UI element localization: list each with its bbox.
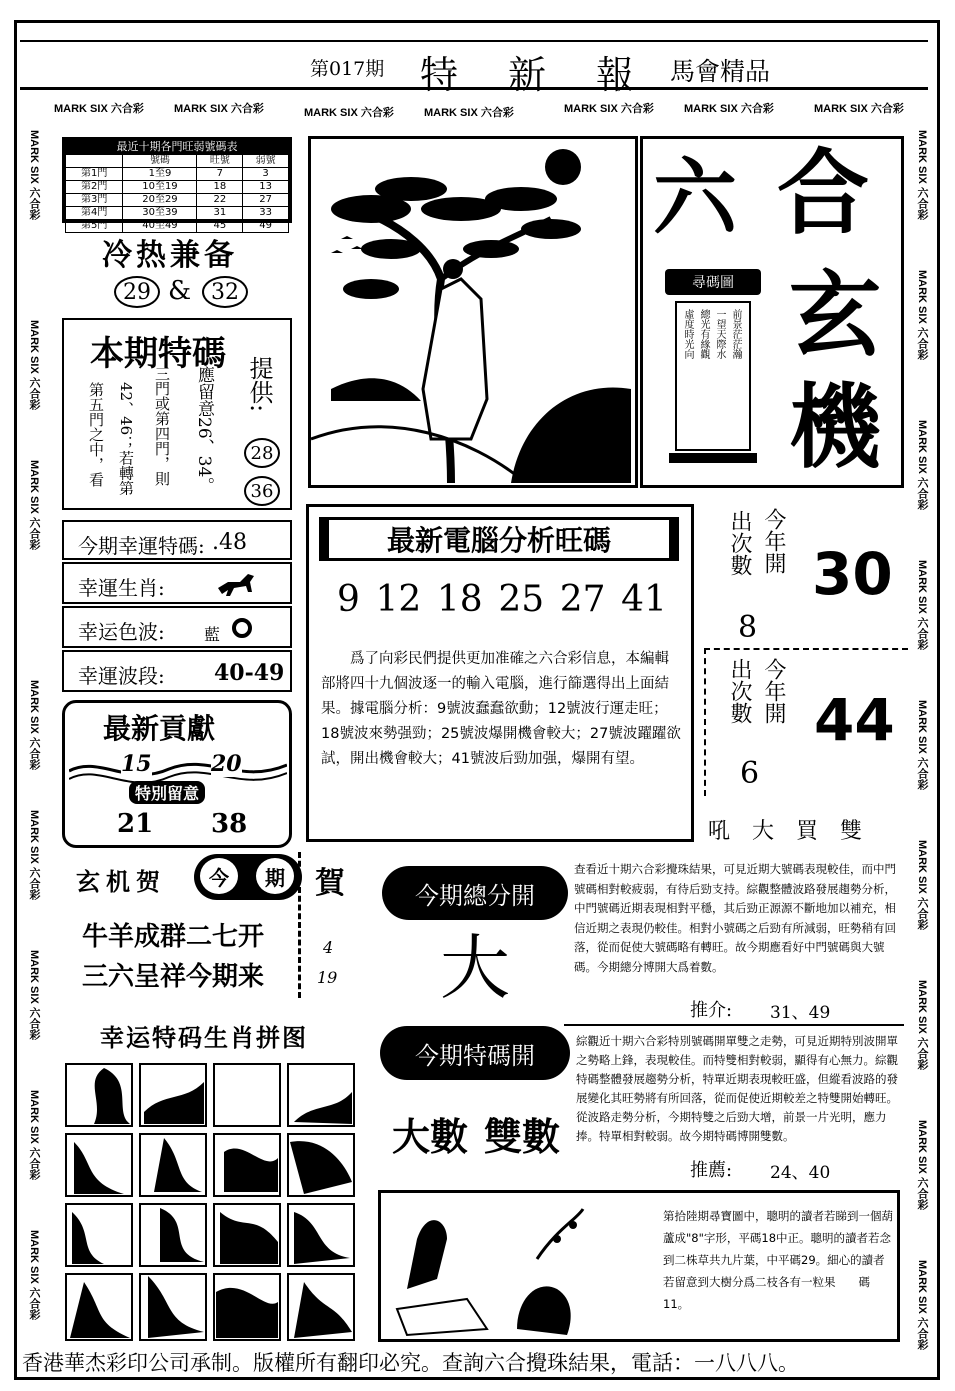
special-open-value-2: 雙數 [484, 1115, 561, 1159]
ampersand: & [168, 276, 192, 306]
table-cell: 13 [243, 181, 289, 194]
data-table [65, 154, 289, 233]
special-text-col1: 第五門之中，看 [87, 382, 105, 487]
scroll-line-3: 總光有緣觀 [698, 309, 709, 359]
main-title-char-3: 玄 [789, 261, 882, 369]
provide-number-2: 36 [244, 476, 280, 506]
side-char: 賀 [315, 866, 345, 901]
watermark: MARK SIX 六合彩 [28, 950, 40, 1040]
table-header: 弱號 [243, 155, 289, 168]
xuanji-box [58, 852, 308, 998]
lucky-special-row [62, 520, 292, 560]
xuanji-line-1: 牛羊成群二七开 [82, 922, 265, 952]
lucky-zodiac-row [62, 562, 292, 604]
watermark: MARK SIX 六合彩 [916, 270, 928, 360]
table-cell: 第2門 [66, 181, 123, 194]
newspaper-subtitle: 馬會精品 [670, 57, 771, 86]
table-row [66, 168, 289, 181]
big-double-paragraph: 查看近十期六合彩攪珠結果，可見近期大號碼表現較佳，而中門號碼相對較疲弱，有待后勁支持。綜觀整體波路發展趨勢分析，中門號碼近期表現相對平穩，其后勁正源源不斷地加以補充，相信近期之表現仍較佳。相對小號碼之后勁有所減弱，旺勢稍有回落，從而促使大號碼略有轉旺。故今期應看好中門號碼與大號碼。今期總分博開大爲着數。 [574, 862, 896, 974]
year-stat-number: 30 [812, 540, 893, 608]
big-double-rec-value: 31、49 [770, 1003, 831, 1023]
scroll-line-1: 前景茫茫瀚 [730, 309, 741, 359]
big-double-title: 吼 大 買 雙 [708, 819, 863, 844]
lucky-band-value: 40-49 [214, 660, 285, 686]
table-cell: 27 [243, 194, 289, 207]
table-cell: 20至29 [123, 194, 197, 207]
circle-icon [232, 618, 252, 638]
big-double-box [564, 800, 904, 1024]
contribution-num-4: 38 [211, 809, 248, 839]
watermark: MARK SIX 六合彩 [916, 1260, 928, 1350]
main-title-char-4: 機 [789, 373, 882, 481]
watermark: MARK SIX 六合彩 [54, 103, 144, 115]
lucky-special-label: 今期幸運特碼: [78, 534, 205, 558]
badge-char-2: 期 [256, 858, 294, 894]
hot-number-2: 32 [202, 276, 248, 308]
watermark: MARK SIX 六合彩 [28, 460, 40, 550]
special-text-col2: 42、46；若轉第 [117, 382, 135, 496]
watermark: MARK SIX 六合彩 [28, 320, 40, 410]
hot-cold-box [62, 228, 292, 316]
contribution-note: 特別留意 [129, 781, 205, 804]
lucky-number: 27 [559, 579, 606, 620]
watermark-strip-right [912, 120, 934, 1350]
side-numbers [298, 852, 350, 998]
special-open-label: 今期特碼開 [380, 1026, 570, 1080]
special-open-value-1: 大數 [392, 1115, 469, 1159]
scroll-plaque [655, 269, 775, 469]
year-stat-label-2: 出次數 [727, 658, 752, 724]
lucky-band-row [62, 650, 292, 692]
table-cell: 第4門 [66, 207, 123, 220]
watermark: MARK SIX 六合彩 [564, 103, 654, 115]
computer-title-text: 最新電腦分析旺碼 [386, 524, 611, 557]
footer-text: 香港華杰彩印公司承制。版權所有翻印必究。查詢六合攪珠結果，電話：一八八八。 [22, 1351, 799, 1375]
watermark: MARK SIX 六合彩 [304, 107, 394, 119]
computer-title [319, 517, 679, 561]
main-title-box [640, 136, 904, 488]
lucky-number: 18 [436, 579, 483, 620]
special-text-col4: 應留意26、34。 [194, 366, 214, 495]
table-row [66, 207, 289, 220]
header-bar [20, 40, 928, 97]
issue-number: 第017期 [310, 58, 385, 80]
xuanji-line-2: 三六呈祥今期来 [82, 962, 265, 992]
lucky-number: 9 [337, 579, 360, 620]
table-header: 號碼 [123, 155, 197, 168]
watermark: MARK SIX 六合彩 [28, 680, 40, 770]
watermark: MARK SIX 六合彩 [684, 103, 774, 115]
computer-paragraph: 爲了向彩民們提供更加准確之六合彩信息，本編輯部將四十九個波逐一的輸入電腦，進行篩選得出上面結果。據電腦分析：9號波蠢蠢欲動；12號波行運走旺；18號波來勢强勁；25號波爆開機會較大；27號波躍躍欲試，開出機會較大；41號波后勁加强，爆開有望。 [321, 651, 681, 767]
table-title: 最近十期各門旺弱號碼表 [65, 140, 289, 154]
year-stat-label-2: 出次數 [727, 510, 752, 576]
table-cell: 49 [243, 220, 289, 233]
table-cell: 1至9 [123, 168, 197, 181]
watermark: MARK SIX 六合彩 [814, 103, 904, 115]
table-cell: 30至39 [123, 207, 197, 220]
special-text-col3: 三門或第四門，則 [153, 366, 171, 486]
total-label: 今期總分開 [382, 866, 568, 920]
table-cell: 3 [243, 168, 289, 181]
scroll-base [669, 453, 757, 463]
main-title-char-2: 合 [777, 139, 870, 247]
year-stat-count: 8 [738, 610, 758, 645]
watermark: MARK SIX 六合彩 [424, 107, 514, 119]
horse-icon [214, 568, 260, 600]
watermark-strip-left [24, 120, 46, 1350]
watermark: MARK SIX 六合彩 [916, 420, 928, 510]
provide-number-1: 28 [244, 438, 280, 468]
watermark: MARK SIX 六合彩 [28, 130, 40, 220]
watermark-strip-top [24, 100, 924, 124]
provide-label: 提供: [245, 356, 273, 413]
table-row [66, 194, 289, 207]
watermark: MARK SIX 六合彩 [916, 560, 928, 650]
year-stat-label-1: 今年開 [761, 508, 786, 574]
special-code-box [62, 318, 292, 510]
watermark: MARK SIX 六合彩 [916, 130, 928, 220]
lucky-band-label: 幸運波段: [78, 664, 165, 688]
big-double-rec-label: 推介: [690, 1000, 733, 1021]
divider [564, 1024, 904, 1026]
table-cell: 7 [197, 168, 243, 181]
puzzle-pieces [64, 1062, 360, 1352]
watermark: MARK SIX 六合彩 [916, 1120, 928, 1210]
lucky-color-label: 幸运色波: [78, 620, 165, 644]
xuanji-title: 玄机贺 [76, 867, 166, 896]
plaque-title: 尋碼圖 [665, 269, 761, 295]
contribution-num-2: 20 [211, 751, 242, 777]
hot-cold-table [62, 137, 292, 231]
hot-cold-title: 冷热兼备 [102, 238, 238, 273]
watermark: MARK SIX 六合彩 [174, 103, 264, 115]
lucky-number: 41 [621, 579, 667, 620]
computer-analysis-box [306, 504, 694, 842]
scroll-line-4: 虛度時光向 [682, 309, 693, 359]
table-cell: 第3門 [66, 194, 123, 207]
riddle-box [378, 1190, 900, 1342]
scroll-body [675, 301, 751, 451]
watermark: MARK SIX 六合彩 [28, 810, 40, 900]
watermark: MARK SIX 六合彩 [28, 1090, 40, 1180]
table-cell: 33 [243, 207, 289, 220]
lucky-number: 12 [375, 579, 422, 620]
year-stat-label-1: 今年開 [761, 658, 786, 724]
contribution-num-1: 15 [121, 751, 152, 777]
single-double-rec-value: 24、40 [770, 1163, 831, 1183]
table-cell: 18 [197, 181, 243, 194]
special-code-title: 本期特碼 [90, 334, 226, 374]
year-stats-2 [704, 648, 908, 796]
contribution-title: 最新貢獻 [103, 712, 216, 745]
xuanji-badge [194, 854, 302, 900]
puzzle-title: 幸运特码生肖拼图 [100, 1024, 308, 1052]
main-title-char-1: 六 [653, 148, 738, 247]
table-cell: 45 [197, 220, 243, 233]
year-stat-number: 44 [814, 686, 895, 754]
contribution-box [62, 700, 292, 848]
lucky-number: 25 [498, 579, 545, 620]
riddle-paragraph: 第拾陸期尋寶圖中，聰明的讀者若睇到一個葫蘆成"8"字形，平碼18中正。聰明的讀者若念到二株草共九片葉，中平碼29。細心的讀者若留意到大樹分爲二枝各有一粒果 碼11。 [663, 1209, 893, 1311]
lucky-color-value: 藍 [204, 625, 221, 644]
scholar-illustration [308, 136, 638, 488]
table-cell: 10至19 [123, 181, 197, 194]
tree-scene [311, 139, 635, 485]
lucky-zodiac-label: 幸運生肖: [78, 576, 165, 600]
side-number-2: 19 [317, 968, 338, 987]
table-cell: 31 [197, 207, 243, 220]
riddle-illustration [387, 1199, 587, 1339]
year-stat-count: 6 [740, 756, 760, 791]
computer-numbers [337, 579, 667, 629]
table-row [66, 181, 289, 194]
lucky-special-value: .48 [212, 530, 247, 555]
total-value: 大 [440, 927, 510, 1009]
table-cell: 40至49 [123, 220, 197, 233]
table-cell: 第1門 [66, 168, 123, 181]
newspaper-title: 特 新 報 [420, 53, 641, 97]
single-double-rec-label: 推薦: [690, 1160, 733, 1181]
watermark: MARK SIX 六合彩 [916, 840, 928, 930]
watermark: MARK SIX 六合彩 [28, 1230, 40, 1320]
watermark: MARK SIX 六合彩 [916, 980, 928, 1070]
badge-char-1: 今 [200, 858, 238, 894]
year-stats-1 [708, 506, 908, 644]
table-header [66, 155, 123, 168]
watermark: MARK SIX 六合彩 [916, 700, 928, 790]
side-number-1: 4 [323, 938, 334, 957]
contribution-num-3: 21 [117, 809, 154, 839]
puzzle-grid [64, 1062, 360, 1352]
single-double-paragraph: 綜觀近十期六合彩特別號碼開單雙之走勢，可見近期特別波開單之勢略上鋒，表現較佳。而特雙相對較弱，顯得有心無力。綜觀特碼整體發展趨勢分析，特單近期表現較旺盛，但縱看波路的發展變化其旺勢將有所回落，從而促使近期較差之特雙開始轉旺。從波路走勢分析，今期特雙之后勁大增，前景一片光明，應力捧。特單相對較弱。故今期特碼博開雙數。 [576, 1034, 898, 1143]
lucky-color-row [62, 606, 292, 648]
table-cell: 22 [197, 194, 243, 207]
table-header: 旺號 [197, 155, 243, 168]
special-open-box [380, 1026, 570, 1186]
table-cell: 第5門 [66, 220, 123, 233]
hot-number-1: 29 [114, 276, 160, 308]
single-double-box [564, 1030, 904, 1186]
scroll-line-2: 一望天際水 [714, 309, 725, 359]
total-box [382, 858, 568, 1014]
